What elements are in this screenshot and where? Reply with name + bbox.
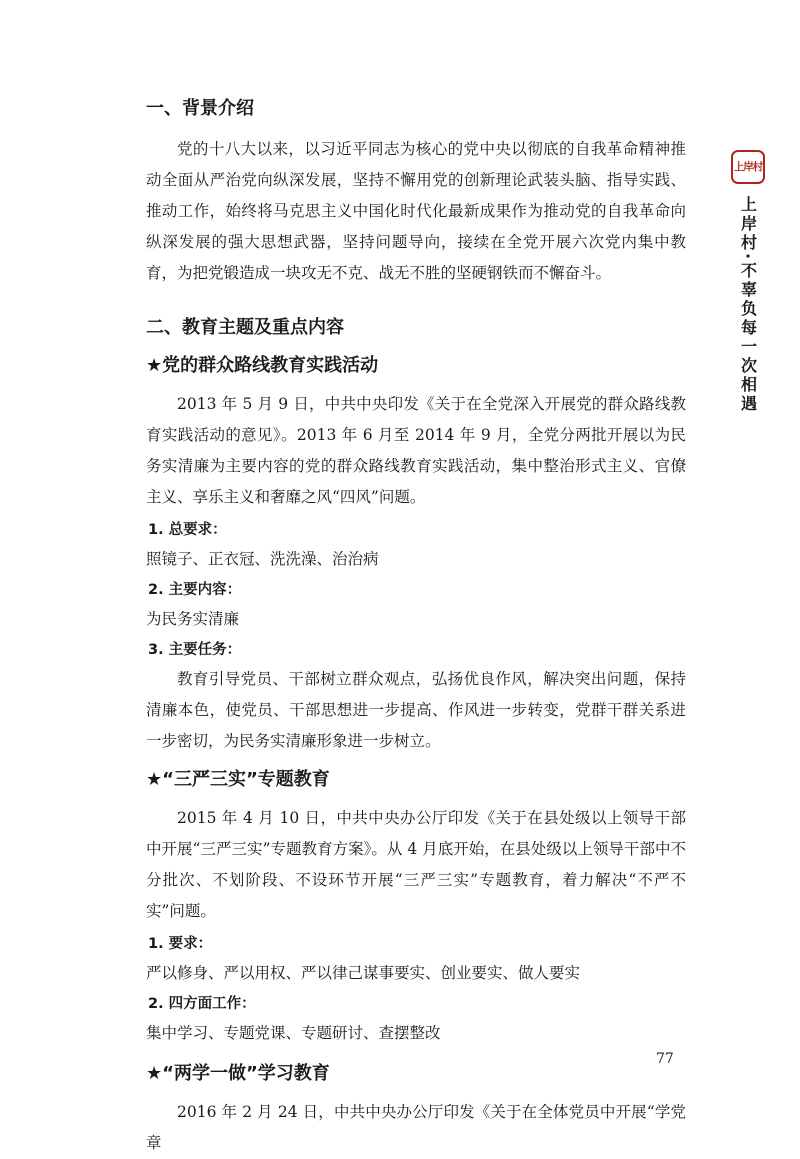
seal-text: 上岸村 [733, 160, 763, 173]
three-stricts-sub1-label: 1. 要求： [148, 936, 213, 952]
seal-logo-icon [731, 150, 765, 184]
side-decoration [728, 150, 768, 414]
section-heading-education-themes: 二、教育主题及重点内容 [146, 317, 344, 338]
two-studies-paragraph: 2016 年 2 月 24 日，中共中央办公厅印发《关于在全体党员中开展“学党章 [146, 1103, 686, 1152]
topic-title-mass-line: ★党的群众路线教育实践活动 [146, 355, 379, 376]
mass-line-sub1-text: 照镜子、正衣冠、洗洗澡、治治病 [146, 550, 379, 568]
page-number: 77 [656, 1051, 674, 1067]
mass-line-sub3-text: 教育引导党员、干部树立群众观点，弘扬优良作风，解决突出问题，保持清廉本色，使党员、干部思想进一步提高、作风进一步转变，党群干群关系进一步密切，为民务实清廉形象进一步树立。 [146, 670, 686, 750]
section-heading-background: 一、背景介绍 [146, 98, 254, 119]
three-stricts-sub2-text: 集中学习、专题党课、专题研讨、查摆整改 [146, 1024, 441, 1042]
vertical-slogan: 上岸村·不辜负每一次相遇 [738, 196, 758, 415]
three-stricts-sub1-text: 严以修身、严以用权、严以律己谋事要实、创业要实、做人要实 [146, 964, 581, 982]
page-content [146, 96, 686, 1159]
topic-title-two-studies: ★“两学一做”学习教育 [146, 1063, 330, 1084]
background-paragraph: 党的十八大以来，以习近平同志为核心的党中央以彻底的自我革命精神推动全面从严治党向纵深发展，坚持不懈用党的创新理论武装头脑、指导实践、推动工作，始终将马克思主义中国化时代化最新成果作为推动党的自我革命向纵深发展的强大思想武器，坚持问题导向，接续在全党开展六次党内集中教育，为把党锻造成一块攻无不克、战无不胜的坚硬钢铁而不懈奋斗。 [146, 140, 686, 282]
three-stricts-sub2-label: 2. 四方面工作： [148, 996, 256, 1012]
mass-line-paragraph: 2013 年 5 月 9 日，中共中央印发《关于在全党深入开展党的群众路线教育实践活动的意见》。2013 年 6 月至 2014 年 9 月，全党分两批开展以为民务实清廉为主要内容的党的群众路线教育实践活动，集中整治形式主义、官僚主义、享乐主义和奢靡之风“四风”问题。 [146, 395, 686, 506]
mass-line-sub3-label: 3. 主要任务： [148, 642, 242, 658]
mass-line-sub2-text: 为民务实清廉 [146, 610, 240, 628]
mass-line-sub1-label: 1. 总要求： [148, 522, 227, 538]
three-stricts-paragraph: 2015 年 4 月 10 日，中共中央办公厅印发《关于在县处级以上领导干部中开展“三严三实”专题教育方案》。从 4 月底开始，在县处级以上领导干部中不分批次、不划阶段、不设环节开展“三严三实”专题教育，着力解决“不严不实”问题。 [146, 809, 686, 920]
mass-line-sub2-label: 2. 主要内容： [148, 582, 242, 598]
topic-title-three-stricts: ★“三严三实”专题教育 [146, 769, 330, 790]
